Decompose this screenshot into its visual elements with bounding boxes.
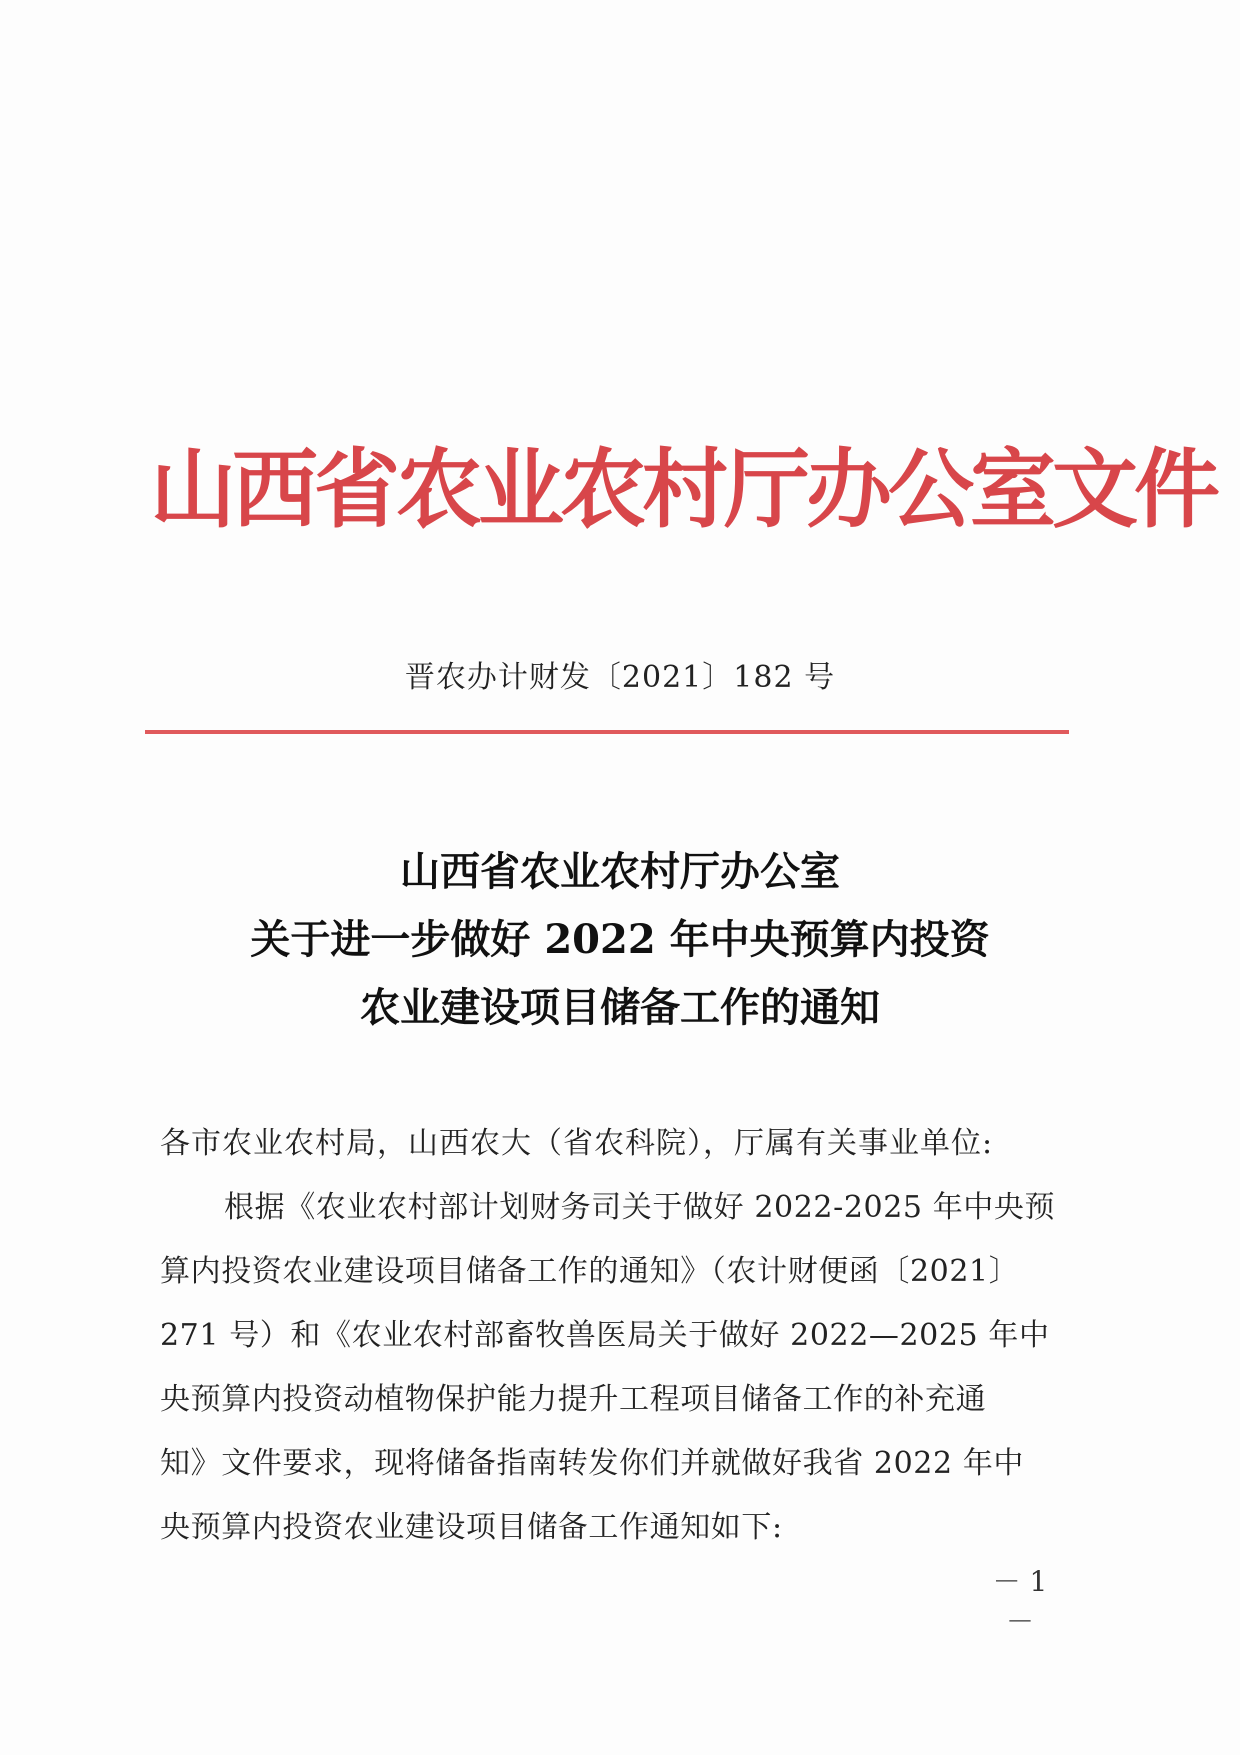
notice-title [100,838,1140,1042]
masthead-title: 山西省农业农村厅办公室文件 [150,439,1216,540]
page-number: － 1 － [992,1565,1048,1638]
paragraph-line: 央预算内投资动植物保护能力提升工程项目储备工作的补充通 [160,1382,987,1417]
title-line: 山西省农业农村厅办公室 [400,848,840,895]
document-number: 晋农办计财发〔2021〕182 号 [404,660,836,695]
paragraph-line: 根据《农业农村部计划财务司关于做好 2022-2025 年中央预 [224,1190,1056,1225]
paragraph-line: 知》文件要求，现将储备指南转发你们并就做好我省 2022 年中 [160,1446,1025,1481]
body-paragraph [160,1176,1080,1560]
title-line: 关于进一步做好 2022 年中央预算内投资 [250,916,990,963]
document-body [160,1112,1080,1560]
paragraph-line: 271 号）和《农业农村部畜牧兽医局关于做好 2022—2025 年中 [160,1318,1050,1353]
paragraph-line: 算内投资农业建设项目储备工作的通知》（农计财便函〔2021〕 [160,1254,1020,1289]
red-divider-line [145,730,1069,734]
paragraph-line: 央预算内投资农业建设项目储备工作通知如下: [160,1510,783,1545]
salutation: 各市农业农村局，山西农大（省农科院），厅属有关事业单位: [160,1126,994,1161]
title-line: 农业建设项目储备工作的通知 [360,984,880,1031]
